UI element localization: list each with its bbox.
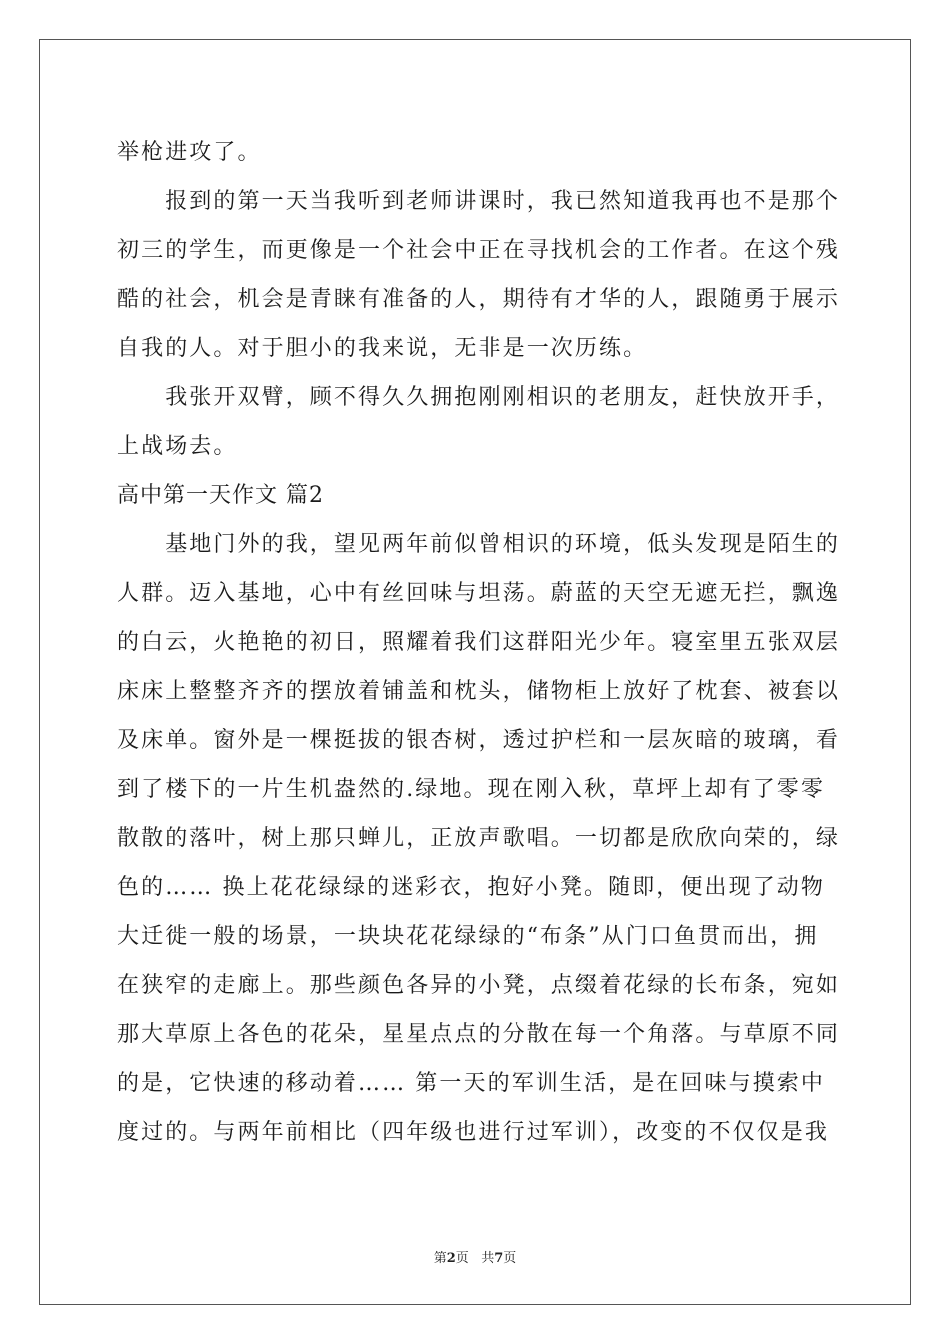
text-line: 人群。迈入基地，心中有丝回味与坦荡。蔚蓝的天空无遮无拦，飘逸 — [117, 581, 841, 606]
text-line: 举枪进攻了。 — [117, 140, 262, 165]
text-line: 床床上整整齐齐的摆放着铺盖和枕头，储物柜上放好了枕套、被套以 — [117, 679, 841, 704]
text-line: 的是，它快速的移动着…… 第一天的军训生活，是在回味与摸索中 — [117, 1071, 825, 1096]
page-footer — [0, 1247, 950, 1266]
text-line: 那大草原上各色的花朵，星星点点的分散在每一个角落。与草原不同 — [117, 1022, 841, 1047]
text-line: 初三的学生，而更像是一个社会中正在寻找机会的工作者。在这个残 — [117, 238, 841, 263]
text-line: 色的…… 换上花花绿绿的迷彩衣，抱好小凳。随即，便出现了动物 — [117, 875, 825, 900]
current-page-number: 2 — [446, 1251, 456, 1266]
text-line: 度过的。与两年前相比（四年级也进行过军训），改变的不仅仅是我 — [117, 1120, 830, 1145]
text-line: 在狭窄的走廊上。那些颜色各异的小凳，点缀着花绿的长布条，宛如 — [117, 973, 841, 998]
text-line: 酷的社会，机会是青睐有准备的人，期待有才华的人，跟随勇于展示 — [117, 287, 841, 312]
text-line: 的白云，火艳艳的初日，照耀着我们这群阳光少年。寝室里五张双层 — [117, 630, 841, 655]
text-line: 基地门外的我，望见两年前似曾相识的环境，低头发现是陌生的 — [117, 532, 841, 557]
text-line: 上战场去。 — [117, 434, 238, 459]
total-page-number: 7 — [494, 1251, 504, 1266]
text-line: 及床单。窗外是一棵挺拔的银杏树，透过护栏和一层灰暗的玻璃，看 — [117, 728, 841, 753]
text-line: 报到的第一天当我听到老师讲课时，我已然知道我再也不是那个 — [117, 189, 841, 214]
text-line: 散散的落叶，树上那只蝉儿，正放声歌唱。一切都是欣欣向荣的，绿 — [117, 826, 841, 851]
page-label-prefix: 第 — [433, 1251, 447, 1266]
total-label-suffix: 页 — [503, 1251, 517, 1266]
section-heading: 高中第一天作文 篇2 — [117, 483, 324, 508]
page-label-suffix: 页 — [455, 1251, 469, 1266]
total-label-prefix: 共 — [481, 1251, 495, 1266]
text-line: 大迁徙一般的场景，一块块花花绿绿的“布条”从门口鱼贯而出，拥 — [117, 924, 819, 949]
document-body — [117, 128, 841, 1157]
text-line: 我张开双臂，顾不得久久拥抱刚刚相识的老朋友，赶快放开手， — [117, 385, 841, 410]
text-line: 到了楼下的一片生机盎然的.绿地。现在刚入秋，草坪上却有了零零 — [117, 777, 825, 802]
text-line: 自我的人。对于胆小的我来说，无非是一次历练。 — [117, 336, 648, 361]
